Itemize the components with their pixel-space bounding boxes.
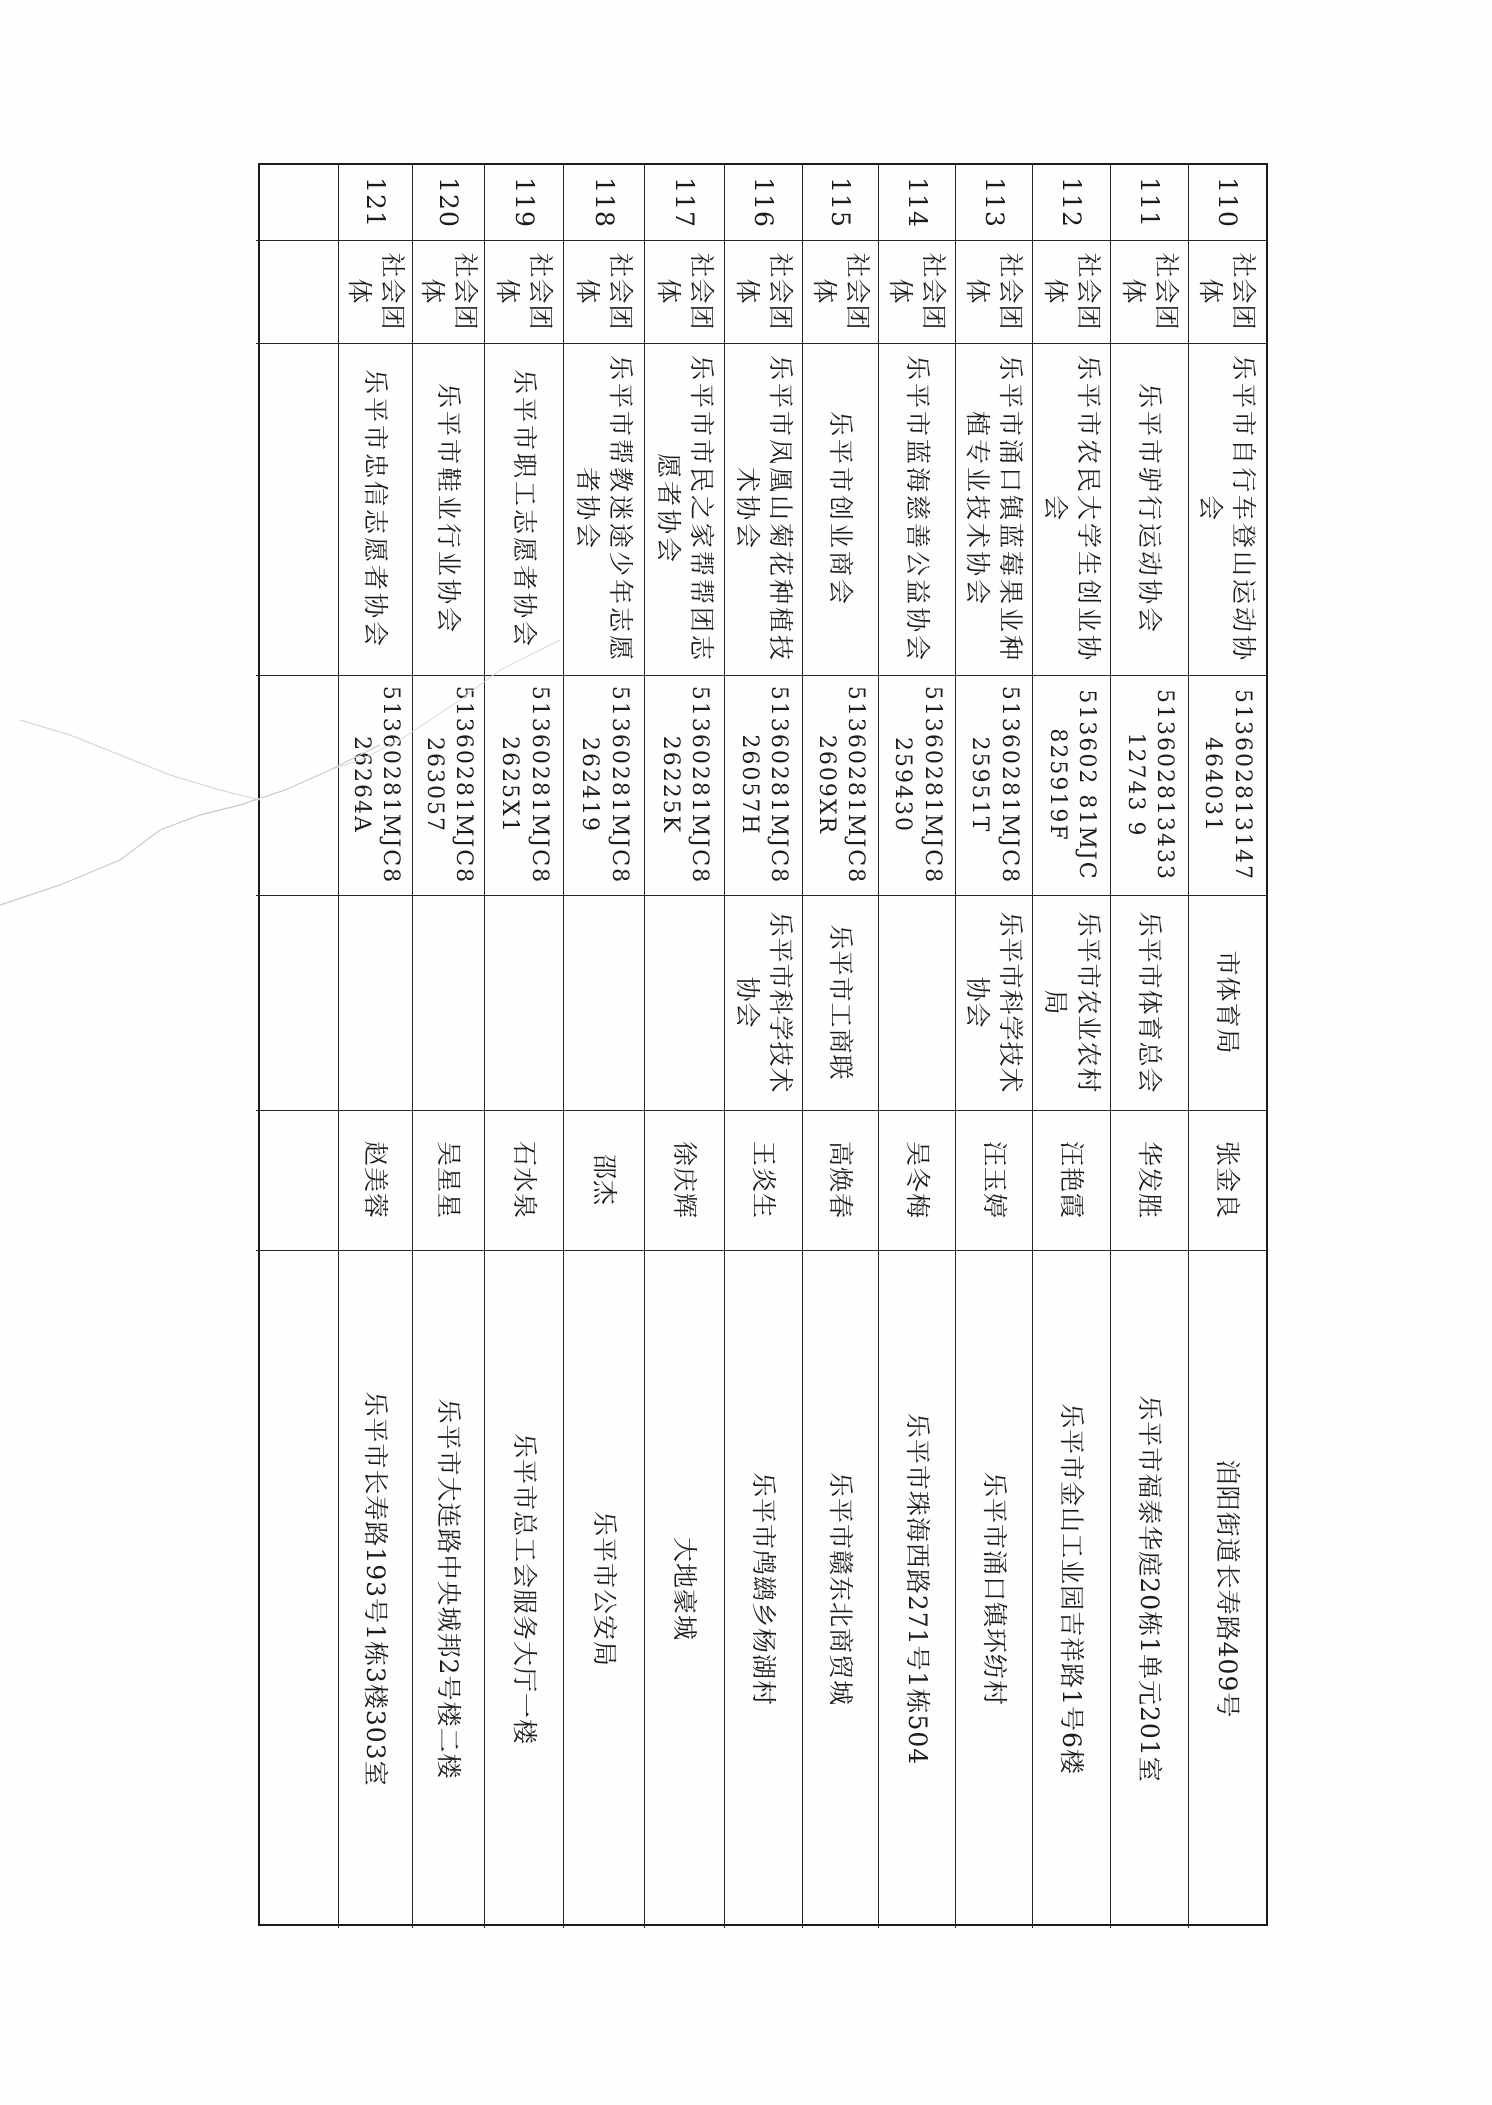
- cell-name: 乐平市创业商会: [826, 410, 856, 607]
- cell-no: 117: [670, 177, 700, 228]
- cell-person: 吴冬梅: [903, 1140, 932, 1219]
- cell-address: 乐平市福泰华庭20栋1单元201室: [1135, 1395, 1165, 1783]
- cell-type: 社会团体: [733, 252, 795, 331]
- cell-type: 社会团体: [963, 252, 1026, 331]
- cell-name: 乐平市鞋业行业协会: [434, 382, 464, 635]
- cell-no: 121: [361, 177, 391, 228]
- cell-person: 汪艳霞: [1057, 1140, 1087, 1219]
- cell-code: 513602813147464031: [1200, 689, 1255, 881]
- cell-person: 石水泉: [510, 1140, 539, 1219]
- cell-no: 111: [1135, 177, 1165, 228]
- cell-person: 吴星星: [434, 1140, 464, 1219]
- cell-person: 邵杰: [590, 1153, 619, 1206]
- cell-name: 乐平市帮教迷途少年志愿者协会: [573, 354, 636, 663]
- cell-name: 乐平市自行车登山运动协会: [1196, 354, 1259, 663]
- cell-code: 51360281MJC8263057: [422, 685, 477, 885]
- cell-type: 社会团体: [573, 252, 636, 331]
- cell-unit: 市体育局: [1213, 950, 1242, 1055]
- cell-name: 乐平市蓝海慈善公益协会: [903, 354, 932, 663]
- cell-person: 汪玉婷: [980, 1140, 1009, 1219]
- cell-name: 乐平市市民之家帮帮团志愿者协会: [654, 354, 716, 663]
- cell-code: 51360281MJC82609XR: [814, 685, 869, 885]
- cell-code: 513602 81MJC825919F: [1045, 689, 1100, 881]
- cell-no: 118: [590, 177, 619, 228]
- cell-type: 社会团体: [810, 252, 872, 331]
- cell-code: 51360281MJC826057H: [737, 685, 792, 885]
- cell-unit: 乐平市科学技术协会: [733, 911, 795, 1094]
- cell-address: 乐平市金山工业园吉祥路1号6楼: [1057, 1403, 1087, 1775]
- cell-address: 大地豪城: [670, 1536, 700, 1641]
- cell-code: 51360281MJC82625X1: [497, 685, 552, 885]
- cell-address: 乐平市珠海西路271号1栋504: [903, 1412, 932, 1766]
- cell-code: 51360281MJC8262419: [577, 685, 632, 885]
- cell-person: 高焕春: [826, 1140, 856, 1219]
- cell-address: 乐平市公安局: [590, 1510, 619, 1667]
- cell-no: 114: [903, 177, 932, 228]
- cell-person: 张金良: [1213, 1140, 1242, 1219]
- cell-name: 乐平市农民大学生创业协会: [1041, 354, 1103, 663]
- cell-code: 51360281343312743 9: [1123, 689, 1178, 881]
- cell-address: 乐平市鸬鹚乡杨湖村: [749, 1471, 779, 1706]
- cell-address: 乐平市赣东北商贸城: [826, 1471, 856, 1706]
- cell-type: 社会团体: [1196, 252, 1259, 331]
- cell-type: 社会团体: [493, 252, 556, 331]
- cell-type: 社会团体: [886, 252, 949, 331]
- cell-address: 乐平市总工会服务大厅一楼: [510, 1432, 539, 1745]
- cell-person: 华发胜: [1135, 1140, 1165, 1219]
- cell-address: 乐平市长寿路193号1栋3楼303室: [361, 1391, 391, 1787]
- cell-type: 社会团体: [345, 252, 407, 331]
- cell-no: 113: [980, 177, 1009, 228]
- cell-type: 社会团体: [654, 252, 716, 331]
- cell-name: 乐平市驴行运动协会: [1135, 382, 1165, 635]
- cell-no: 119: [510, 177, 539, 228]
- cell-code: 51360281MJC826225K: [658, 685, 713, 885]
- cell-unit: 乐平市工商联: [826, 924, 856, 1081]
- cell-no: 110: [1213, 177, 1242, 228]
- cell-code: 51360281MJC8259430: [890, 685, 945, 885]
- cell-address: 乐平市大连路中央城邦2号楼二楼: [434, 1398, 464, 1780]
- cell-name: 乐平市职工志愿者协会: [510, 368, 539, 649]
- cell-unit: 乐平市体育总会: [1135, 911, 1165, 1094]
- cell-person: 王炎生: [749, 1140, 779, 1219]
- cell-address: 洎阳街道长寿路409号: [1213, 1459, 1242, 1719]
- cell-person: 赵美蓉: [361, 1140, 391, 1219]
- cell-no: 112: [1057, 177, 1087, 228]
- cell-unit: 乐平市科学技术协会: [963, 911, 1026, 1094]
- cell-no: 115: [826, 177, 856, 228]
- cell-no: 120: [434, 177, 464, 228]
- cell-type: 社会团体: [1119, 252, 1181, 331]
- cell-code: 51360281MJC826264A: [349, 685, 404, 885]
- cell-type: 社会团体: [418, 252, 480, 331]
- cell-person: 徐庆辉: [670, 1140, 700, 1219]
- cell-no: 116: [749, 177, 779, 228]
- cell-unit: 乐平市农业农村局: [1041, 911, 1103, 1094]
- cell-code: 51360281MJC825951T: [967, 685, 1022, 885]
- cell-name: 乐平市忠信志愿者协会: [361, 368, 391, 649]
- cell-name: 乐平市凤凰山菊花种植技术协会: [733, 354, 795, 663]
- cell-address: 乐平市涌口镇环纺村: [980, 1471, 1009, 1706]
- cell-type: 社会团体: [1041, 252, 1103, 331]
- cell-name: 乐平市涌口镇蓝莓果业种植专业技术协会: [963, 354, 1026, 663]
